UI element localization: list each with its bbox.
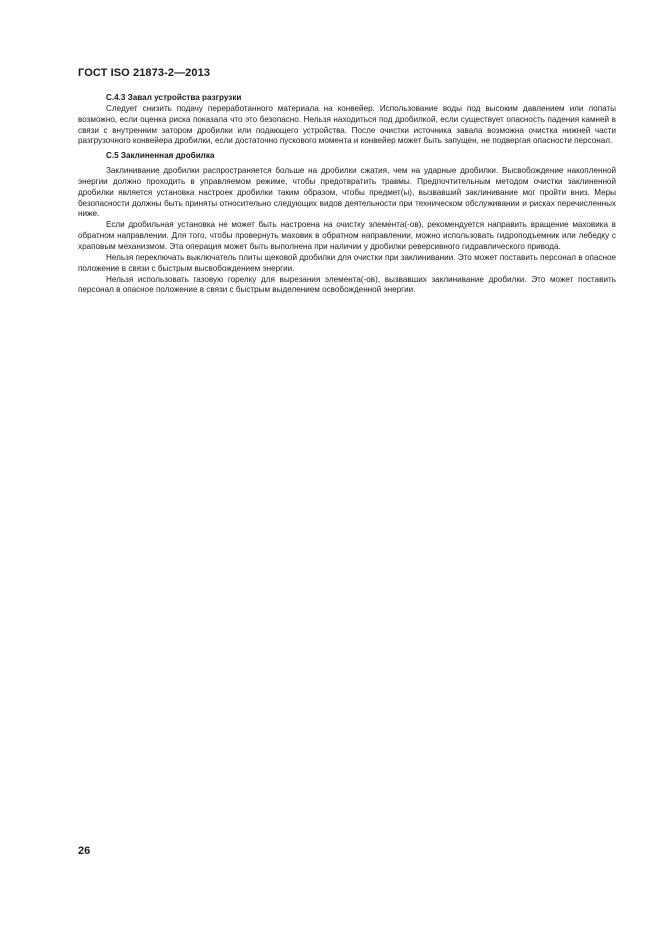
page-number: 26 — [78, 845, 91, 857]
paragraph: Нельзя переключать выключатель плиты щековой дробилки для очистки при заклинивании. Это может поставить персонал в опасное положение в связи с быстрым высвобождением энергии. — [78, 252, 616, 273]
section-c-4-3 — [78, 93, 616, 147]
page-content — [78, 93, 616, 296]
section-heading: С.5 Заклиненная дробилка — [106, 151, 215, 161]
paragraph: Если дробильная установка не может быть настроена на очистку элемента(-ов), рекомендуется направить вращение маховика в обратном направлении. Для того, чтобы провернуть маховик в обратном направлении, можно использовать гидроподъемник или лебедку с храповым механизмом. Эта операция может быть выполнена при наличии у дробилки реверсивного гидравлического привода. — [78, 220, 616, 251]
paragraph: Нельзя использовать газовую горелку для вырезания элемента(-ов), вызвавших заклинивание дробилки. Это может поставить персонал в опасное положение в связи с быстрым выделением освобожденной энергии. — [78, 274, 616, 295]
document-code-header: ГОСТ ISO 21873-2—2013 — [78, 67, 211, 79]
paragraph: Заклинивание дробилки распространяется больше на дробилки сжатия, чем на ударные дробилки. Высвобождение накопленной энергии должно проходить в управляемом режиме, чтобы предотвратить травмы. Предпочтительным методом очистки заклиненной дробилки является установка настроек дробилки таким образом, чтобы предмет(ы), вызвавший заклинивание мог пройти вниз. Меры безопасности должны быть приняты относительно следующих видов деятельности при техническом обслуживании и рисках перечисленных ниже. — [78, 166, 616, 219]
section-c-5 — [78, 151, 616, 296]
section-heading: С.4.3 Завал устройства разгрузки — [106, 93, 242, 102]
paragraph: Следует снизить подачу переработанного материала на конвейер. Использование воды под высоким давлением или лопаты возможно, если оценка риска показала что это безопасно. Нельзя находиться под дробилкой, если существует опасность падения камней в связи с внутренним затором дробилки или подающего устройства. После очистки источника завала возможна очистка нижней части разгрузочного конвейера дробилки, если достаточно пускового момента и конвейер может быть запущен, не подвергая опасности персонал. — [78, 103, 616, 146]
